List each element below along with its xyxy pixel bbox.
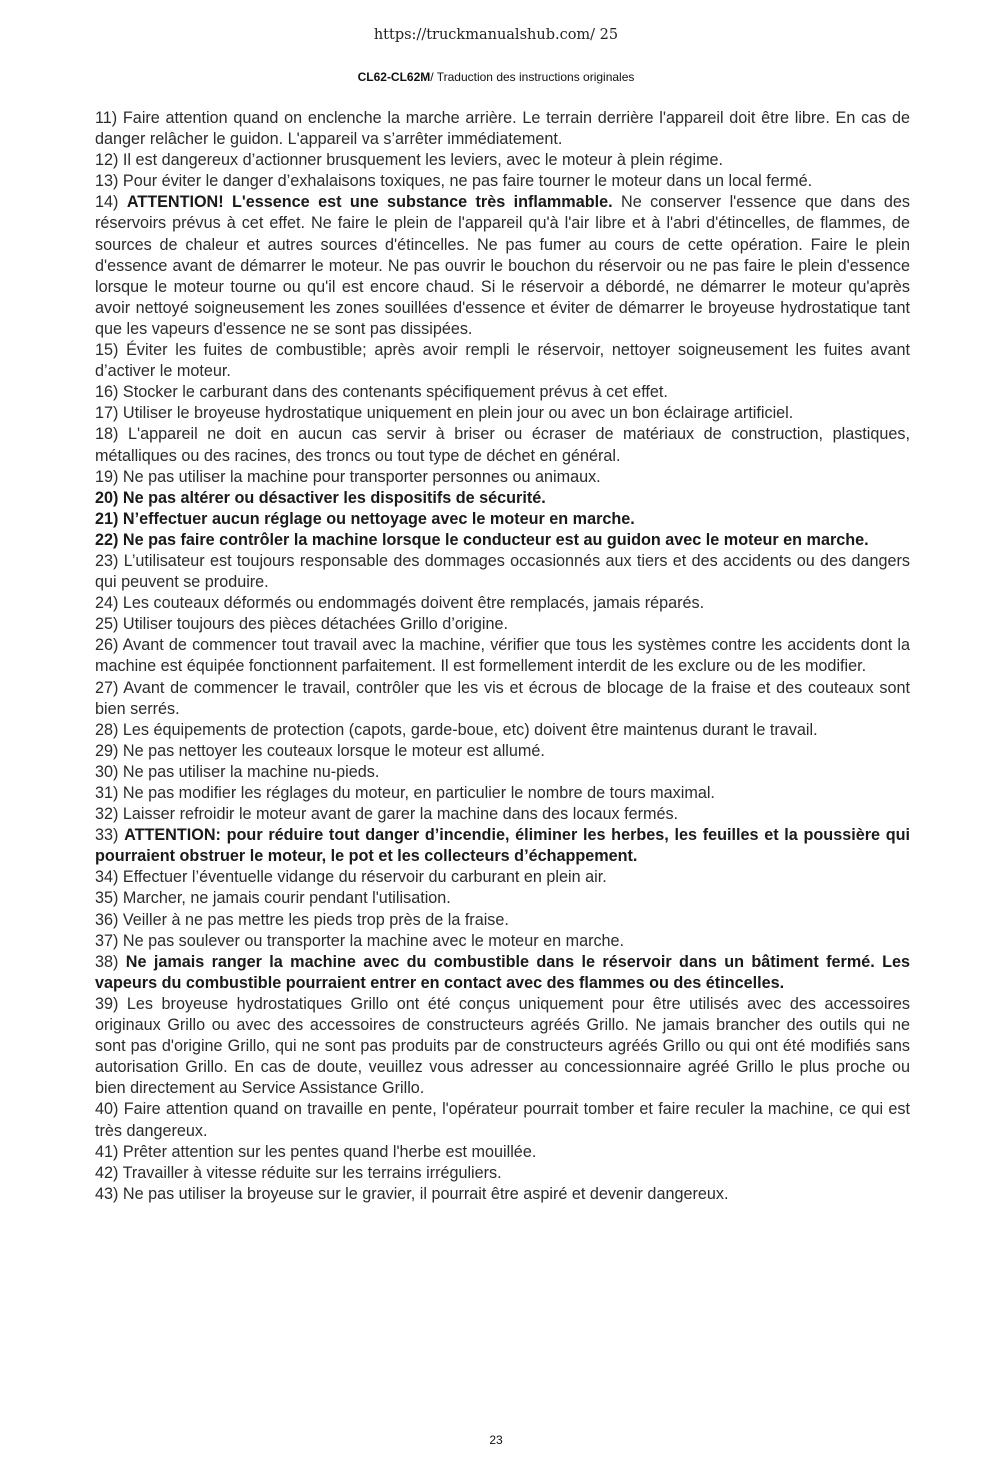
- source-url: https://truckmanualshub.com/ 25: [373, 27, 619, 43]
- instruction-item: [95, 1184, 910, 1205]
- instruction-text: 34) Effectuer l’éventuelle vidange du réservoir du carburant en plein air.: [95, 868, 607, 887]
- instruction-text: 16) Stocker le carburant dans des contenants spécifiquement prévus à cet effet.: [95, 383, 668, 402]
- instruction-item: [95, 1142, 910, 1163]
- instruction-text: 26) Avant de commencer tout travail avec la machine, vérifier que tous les systèmes contre les accidents dont la machine est équipée fonctionnent parfaitement. Il est formellement interdit de les exclure ou de les modifier.: [95, 636, 910, 676]
- instruction-item: [95, 192, 910, 340]
- instruction-item: [95, 424, 910, 466]
- instruction-text: 32) Laisser refroidir le moteur avant de garer la machine dans des locaux fermés.: [95, 805, 679, 824]
- instruction-item: [95, 910, 910, 931]
- instruction-item: [95, 720, 910, 741]
- instruction-text: 15) Éviter les fuites de combustible; après avoir rempli le réservoir, nettoyer soigneusement les fuites avant d’activer le moteur.: [95, 341, 910, 381]
- instruction-warning: ATTENTION: pour réduire tout danger d’incendie, éliminer les herbes, les feuilles et la poussière qui pourraient obstruer le moteur, le pot et les collecteurs d’échappement.: [95, 826, 910, 866]
- instruction-item: [95, 888, 910, 909]
- instruction-item: [95, 1099, 910, 1141]
- instruction-text: 18) L'appareil ne doit en aucun cas servir à briser ou écraser de matériaux de construction, plastiques, métalliques ou des racines, des troncs ou tout type de déchet en général.: [95, 425, 910, 465]
- instruction-item: [95, 783, 910, 804]
- instruction-item: [95, 867, 910, 888]
- instruction-text: 41) Prêter attention sur les pentes quand l'herbe est mouillée.: [95, 1142, 537, 1161]
- instruction-item: [95, 804, 910, 825]
- instruction-text: 31) Ne pas modifier les réglages du moteur, en particulier le nombre de tours maximal.: [95, 784, 715, 802]
- instruction-item: [95, 952, 910, 994]
- instruction-text: 19) Ne pas utiliser la machine pour transporter personnes ou animaux.: [95, 467, 601, 486]
- instruction-number: 33): [95, 826, 125, 845]
- instruction-text: 24) Les couteaux déformés ou endommagés doivent être remplacés, jamais réparés.: [95, 594, 705, 613]
- instruction-text: 43) Ne pas utiliser la broyeuse sur le gravier, il pourrait être aspiré et devenir dangereux.: [95, 1184, 729, 1203]
- instruction-warning: Ne jamais ranger la machine avec du combustible dans le réservoir dans un bâtiment fermé. Les vapeurs du combustible pourraient entrer en contact avec des flammes ou des étincelles.: [95, 952, 910, 992]
- instruction-text: 36) Veiller à ne pas mettre les pieds trop près de la fraise.: [95, 910, 509, 929]
- instruction-item: [95, 551, 910, 593]
- instruction-item: [95, 488, 910, 509]
- instruction-text: 30) Ne pas utiliser la machine nu-pieds.: [95, 762, 380, 781]
- instruction-item: [95, 530, 910, 551]
- instruction-text: 11) Faire attention quand on enclenche la marche arrière. Le terrain derrière l'appareil doit être libre. En cas de danger relâcher le guidon. L'appareil va s’arrêter immédiatement.: [95, 109, 910, 149]
- instruction-text: 25) Utiliser toujours des pièces détachées Grillo d’origine.: [95, 615, 508, 634]
- instruction-number: 38): [95, 952, 126, 971]
- instruction-item: [95, 931, 910, 952]
- safety-instructions-list: [95, 108, 910, 1205]
- instruction-item: [95, 678, 910, 720]
- instruction-item: [95, 382, 910, 403]
- document-header: [0, 70, 992, 84]
- instruction-item: [95, 741, 910, 762]
- instruction-text: 40) Faire attention quand on travaille en pente, l'opérateur pourrait tomber et faire reculer la machine, ce qui est très dangereux.: [95, 1100, 910, 1140]
- instruction-text: 35) Marcher, ne jamais courir pendant l'utilisation.: [95, 889, 451, 908]
- instruction-warning: ATTENTION! L'essence est une substance très inflammable.: [126, 193, 613, 212]
- instruction-item: [95, 403, 910, 424]
- instruction-text: 12) Il est dangereux d’actionner brusquement les leviers, avec le moteur à plein régime.: [95, 151, 724, 170]
- instruction-number: 14): [95, 193, 127, 212]
- instruction-item: [95, 340, 910, 382]
- instruction-text: 27) Avant de commencer le travail, contrôler que les vis et écrous de blocage de la fraise et des couteaux sont bien serrés.: [95, 678, 910, 718]
- instruction-item: [95, 994, 910, 1099]
- instruction-item: [95, 593, 910, 614]
- instruction-text: 42) Travailler à vitesse réduite sur les terrains irréguliers.: [95, 1163, 502, 1182]
- instruction-text-bold: 20) Ne pas altérer ou désactiver les dispositifs de sécurité.: [95, 488, 546, 507]
- page-number: 23: [489, 1433, 503, 1447]
- instruction-text: 17) Utiliser le broyeuse hydrostatique uniquement en plein jour ou avec un bon éclairage artificiel.: [95, 404, 794, 423]
- instruction-text: 13) Pour éviter le danger d’exhalaisons toxiques, ne pas faire tourner le moteur dans un local fermé.: [95, 172, 813, 191]
- instruction-item: [95, 150, 910, 171]
- instruction-item: [95, 762, 910, 783]
- model-name: CL62-CL62M: [357, 70, 431, 84]
- instruction-item: [95, 467, 910, 488]
- instruction-item: [95, 108, 910, 150]
- instruction-item: [95, 635, 910, 677]
- instruction-item: [95, 509, 910, 530]
- instruction-item: [95, 614, 910, 635]
- header-subtitle: / Traduction des instructions originales: [430, 70, 635, 84]
- instruction-text: 39) Les broyeuse hydrostatiques Grillo ont été conçus uniquement pour être utilisés avec des accessoires originaux Grillo ou avec des accessoires de constructeurs agréés Grillo. Ne jamais brancher des outils qui ne sont pas d'origine Grillo, qui ne sont pas produits par de constructeurs agréés Grillo ou qui ont été modifiés sans autorisation Grillo. En cas de doute, veuillez vous adresser au concessionnaire agréé Grillo le plus proche ou bien directement au Service Assistance Grillo.: [95, 994, 910, 1098]
- instruction-item: [95, 825, 910, 867]
- instruction-text: 23) L’utilisateur est toujours responsable des dommages occasionnés aux tiers et des accidents ou des dangers qui peuvent se produire.: [95, 551, 910, 592]
- instruction-text: Ne conserver l'essence que dans des réservoirs prévus à cet effet. Ne faire le plein de l'appareil qu'à l'air libre et à l'abri d'étincelles, de flammes, de sources de chaleur et autres sources d'étincelles. Ne pas fumer au cours de cette opération. Faire le plein d'essence avant de démarrer le moteur. Ne pas ouvrir le bouchon du réservoir ou ne pas faire le plein d'essence lorsque le moteur tourne ou qu'il est encore chaud. Si le réservoir a débordé, ne démarrer le moteur qu'après avoir nettoyé soigneusement les zones souillées d'essence et éviter de démarrer le broyeuse hydrostatique tant que les vapeurs d'essence ne se sont pas dissipées.: [95, 193, 910, 338]
- instruction-text: 37) Ne pas soulever ou transporter la machine avec le moteur en marche.: [95, 931, 625, 950]
- instruction-text: 29) Ne pas nettoyer les couteaux lorsque le moteur est allumé.: [95, 741, 545, 760]
- instruction-item: [95, 1163, 910, 1184]
- instruction-text-bold: 22) Ne pas faire contrôler la machine lorsque le conducteur est au guidon avec le moteur en marche.: [95, 530, 869, 549]
- instruction-item: [95, 171, 910, 192]
- instruction-text-bold: 21) N’effectuer aucun réglage ou nettoyage avec le moteur en marche.: [95, 509, 635, 528]
- instruction-text: 28) Les équipements de protection (capots, garde-boue, etc) doivent être maintenus durant le travail.: [95, 720, 818, 739]
